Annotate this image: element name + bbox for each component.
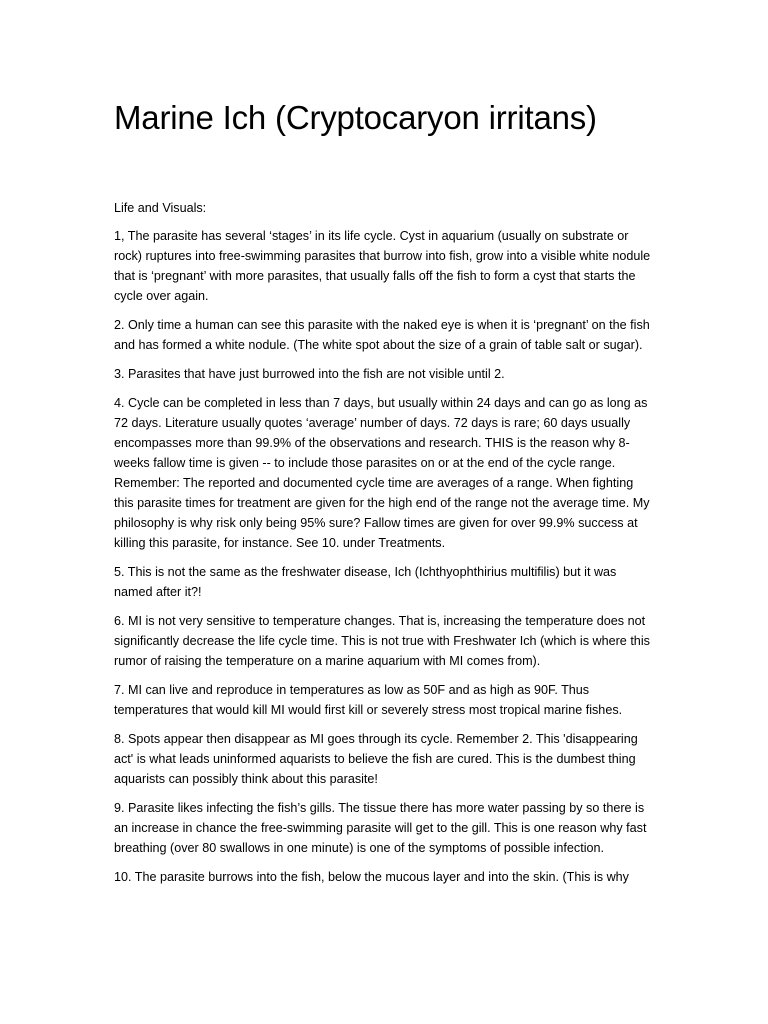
paragraph-4: 4. Cycle can be completed in less than 7 days, but usually within 24 days and can go as long as 72 days. Literature usually quotes ‘average’ number of days. 72 days is rare; 60 days usually encompasses more than 99.9% of the observations and research. THIS is the reason why 8-weeks fallow time is given -- to include those parasites on or at the end of the cycle range. Remember: The reported and documented cycle time are averages of a range. When fighting this parasite times for treatment are given for the high end of the range not the average time. My philosophy is why risk only being 95% sure? Fallow times are given for over 99.9% success at killing this parasite, for instance. See 10. under Treatments. — [114, 396, 650, 550]
document-title: Marine Ich (Cryptocaryon irritans) — [114, 99, 597, 136]
paragraph-8: 8. Spots appear then disappear as MI goes through its cycle. Remember 2. This 'disappearing act' is what leads uninformed aquarists to believe the fish are cured. This is the dumbest thing aquarists can possibly think about this parasite! — [114, 732, 638, 786]
paragraph-3: 3. Parasites that have just burrowed into the fish are not visible until 2. — [114, 367, 505, 381]
document-page — [114, 96, 654, 896]
paragraph-9: 9. Parasite likes infecting the fish’s gills. The tissue there has more water passing by so there is an increase in chance the free-swimming parasite will get to the gill. This is one reason why fast breathing (over 80 swallows in one minute) is one of the symptoms of possible infection. — [114, 801, 647, 855]
section-heading: Life and Visuals: — [114, 201, 207, 215]
paragraph-2: 2. Only time a human can see this parasite with the naked eye is when it is ‘pregnant’ on the fish and has formed a white nodule. (The white spot about the size of a grain of table salt or sugar). — [114, 318, 650, 352]
paragraph-1: 1, The parasite has several ‘stages’ in its life cycle. Cyst in aquarium (usually on substrate or rock) ruptures into free-swimming parasites that burrow into fish, grow into a visible white nodule that is ‘pregnant’ with more parasites, that usually falls off the fish to form a cyst that starts the cycle over again. — [114, 229, 651, 303]
paragraph-6: 6. MI is not very sensitive to temperature changes. That is, increasing the temperature does not significantly decrease the life cycle time. This is not true with Freshwater Ich (which is where this rumor of raising the temperature on a marine aquarium with MI comes from). — [114, 614, 650, 668]
paragraph-7: 7. MI can live and reproduce in temperatures as low as 50F and as high as 90F. Thus temperatures that would kill MI would first kill or severely stress most tropical marine fishes. — [114, 683, 623, 717]
paragraph-10: 10. The parasite burrows into the fish, below the mucous layer and into the skin. (This is why — [114, 870, 629, 884]
paragraph-5: 5. This is not the same as the freshwater disease, Ich (Ichthyophthirius multifilis) but it was named after it?! — [114, 565, 617, 599]
